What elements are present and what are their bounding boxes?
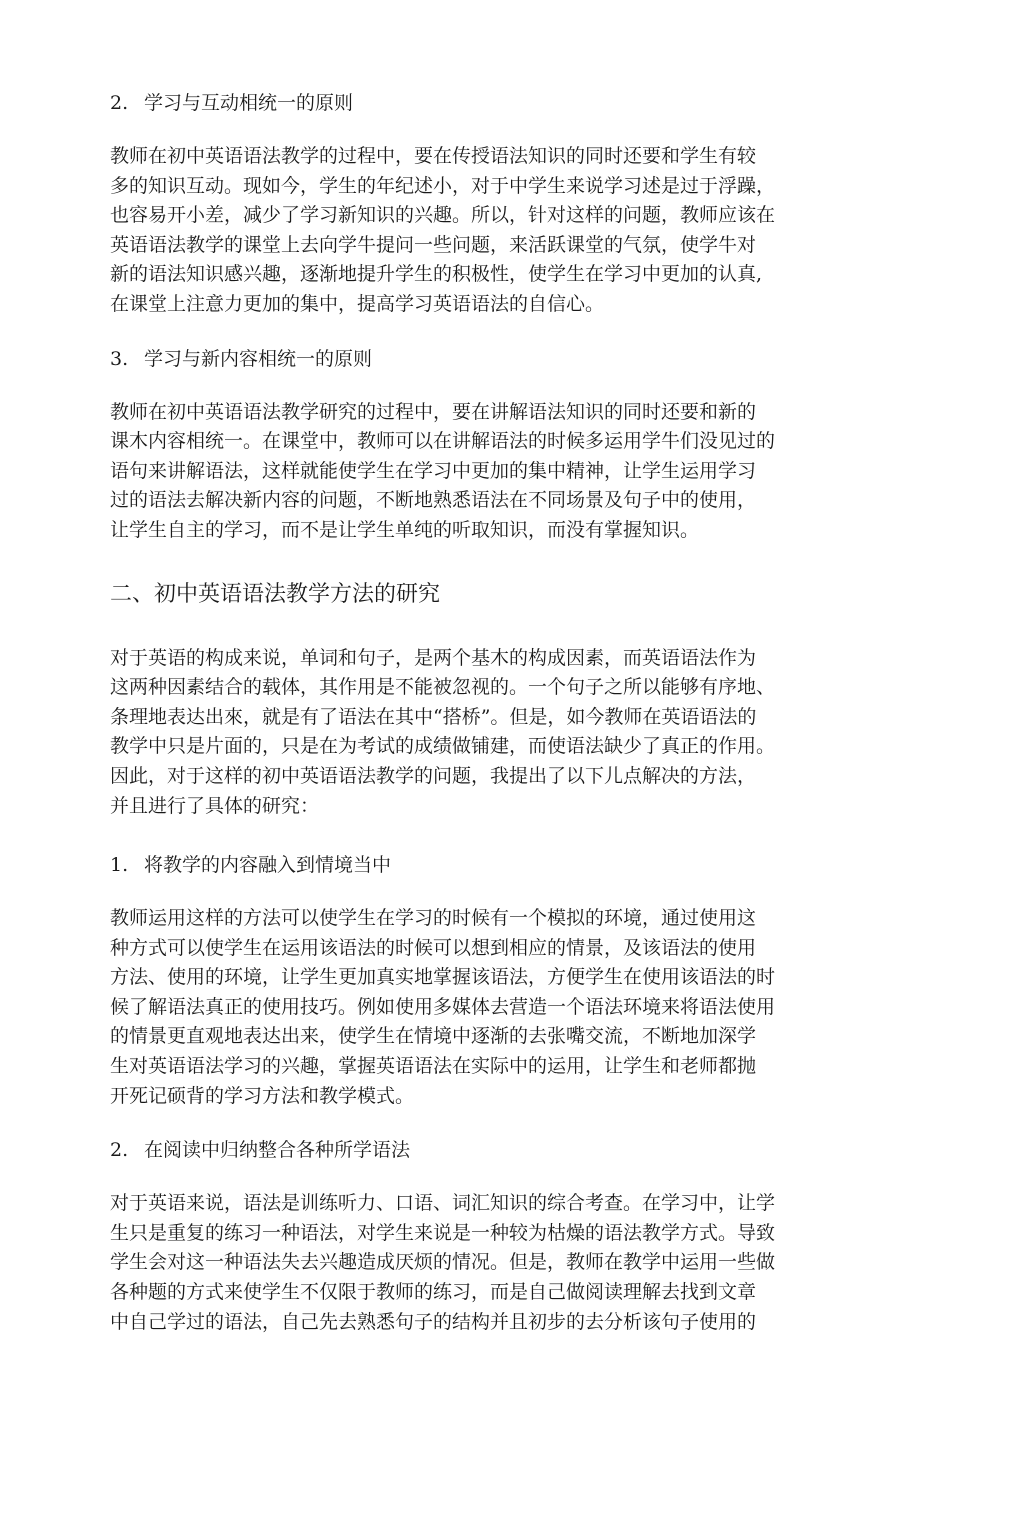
method-title: 在阅读中归纳整合各种所学语法	[144, 1139, 411, 1162]
subheading-3	[110, 344, 890, 374]
document-page	[110, 88, 890, 1337]
method-number: 2.	[110, 1139, 129, 1162]
subheading-title: 学习与新内容相统一的原则	[144, 347, 373, 370]
paragraph-reading-method: 对于英语来说，语法是训练听力、口语、词汇知识的综合考查。在学习中，让学 生只是重复的练习一种语法，对学生来说是一种较为枯燥的语法教学方式。导致 学生会对这一种语法失去兴趣造成厌烦的情况。但是，教师在教学中运用一些做 各种题的方式来使学生不仅限于教师的练习，而是自己做阅读理解去找到文章 中自己学过的语法，自己先去熟悉句子的结构并且初步的去分析该句子使用的	[110, 1192, 776, 1333]
paragraph-new-content-principle: 教师在初中英语语法教学研究的过程中，要在讲解语法知识的同时还要和新的 课木内容相统一。在课堂中，教师可以在讲解语法的时候多运用学牛们没见过的 语句来讲解语法，这样就能使学生在学习中更加的集中精神，让学生运用学习 过的语法去解决新内容的问题，不断地熟悉语法在不同场景及句子中的使用， 让学生自主的学习，而不是让学生单纯的听取知识，而没有掌握知识。	[110, 400, 776, 541]
section-title: 二、初中英语语法教学方法的研究	[110, 581, 441, 607]
paragraph-interaction-principle: 教师在初中英语语法教学的过程中，要在传授语法知识的同时还要和学生有较 多的知识互动。现如今，学生的年纪述小，对于中学生来说学习述是过于浮躁， 也容易开小差，减少了学习新知识的兴趣。所以，针对这样的问题，教师应该在 英语语法教学的课堂上去向学牛提问一些问题，来活跃课堂的气氛，使学牛对 新的语法知识感兴趣，逐渐地提升学生的积极性，使学生在学习中更加的认真, 在课堂上注意力更加的集中，提高学习英语语法的自信心。	[110, 145, 776, 315]
method-heading-1	[110, 850, 890, 880]
method-title: 将教学的内容融入到情境当中	[144, 854, 392, 877]
subheading-number: 3.	[110, 347, 129, 370]
subheading-2	[110, 88, 890, 118]
subheading-title: 学习与互动相统一的原则	[144, 92, 354, 114]
method-number: 1.	[110, 854, 129, 877]
paragraph-situational-method: 教师运用这样的方法可以使学生在学习的时候有一个模拟的环境，通过使用这 种方式可以使学生在运用该语法的时候可以想到相应的情景，及该语法的使用 方法、使用的环境，让学生更加真实地掌握该语法，方便学生在使用该语法的时 候了解语法真正的使用技巧。例如使用多媒体去营造一个语法环境来将语法使用 的情景更直观地表达出来，使学生在情境中逐渐的去张嘴交流，不断地加深学 生对英语语法学习的兴趣，掌握英语语法在实际中的运用，让学生和老师都抛 开死记硕背的学习方法和教学模式。	[110, 907, 776, 1107]
subheading-number: 2.	[110, 92, 129, 114]
method-heading-2	[110, 1135, 890, 1165]
paragraph-section-intro: 对于英语的构成来说，单词和句子，是两个基木的构成因素，而英语语法作为 这两种因素结合的载体，其作用是不能被忽视的。一个句子之所以能够有序地、 条理地表达出來，就是有了语法在其中“搭桥”。但是，如今教师在英语语法的 教学中只是片面的，只是在为考试的成绩做铺建，而使语法缺少了真正的作用。 因此，对于这样的初中英语语法教学的问题，我提出了以下儿点解决的方法， 并且进行了具体的研究：	[110, 646, 776, 817]
